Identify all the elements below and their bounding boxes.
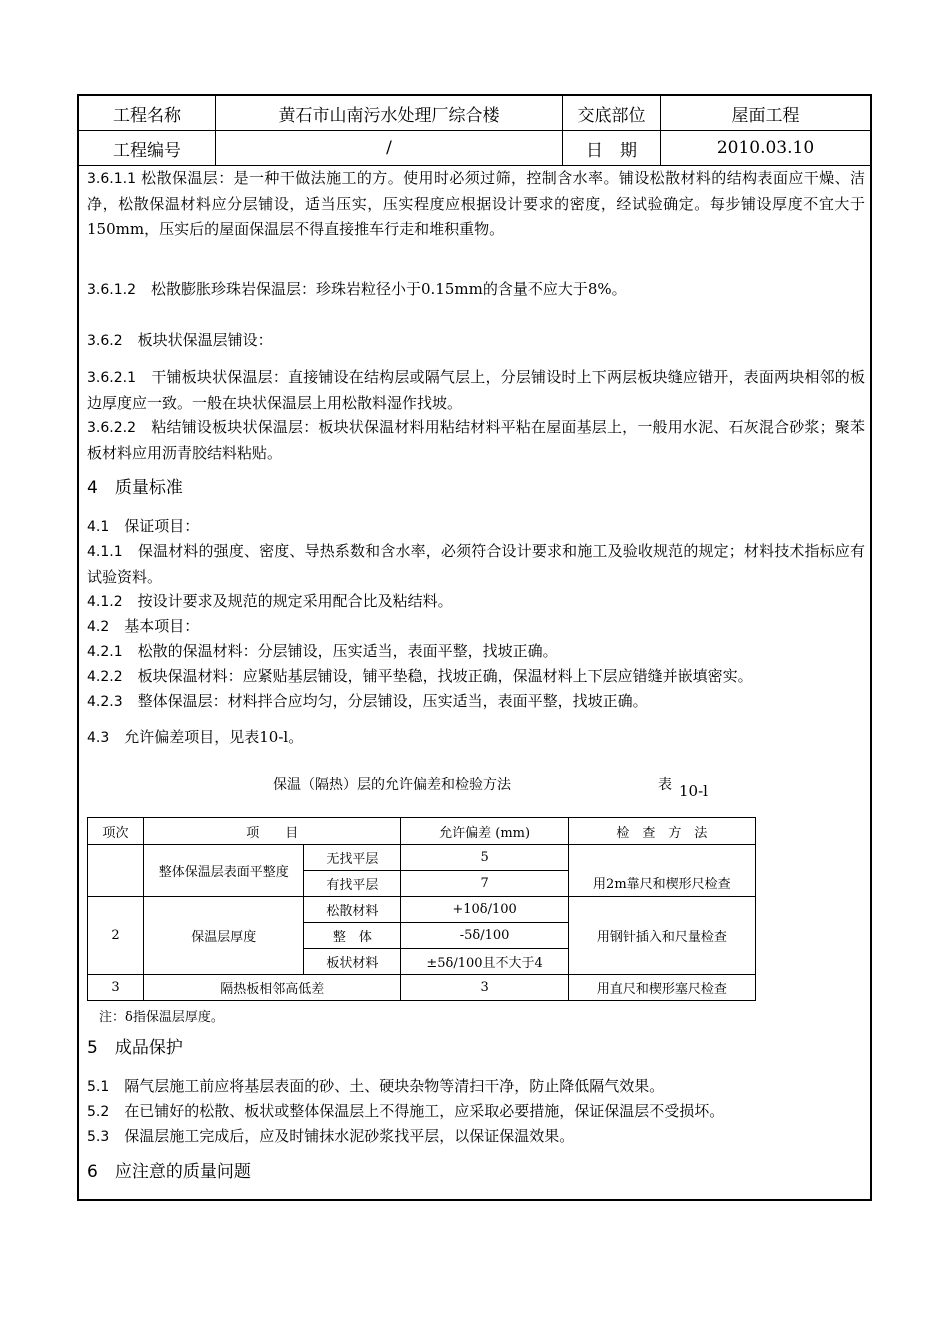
table-row [88,845,756,871]
col-header-item: 项 目 [144,818,401,845]
row-2c-sub: 板状材料 [304,949,401,975]
para-4-2 [87,614,865,640]
para-4-2-2 [87,664,865,690]
para-3-6-1-1 [87,166,865,242]
row-1b-deviation: 7 [401,871,568,897]
para-text: 隔气层施工前应将基层表面的砂、土、硬块杂物等清扫干净，防止降低隔气效果。 [109,1077,665,1095]
row-2-no: 2 [88,897,144,975]
para-text: 按设计要求及规范的规定采用配合比及粘结料。 [122,592,453,610]
para-4-1-2 [87,589,865,615]
para-4-1 [87,514,865,540]
para-number: 4.2.1 [87,644,123,660]
header-row-1 [79,96,870,131]
row-3-method: 用直尺和楔形塞尺检查 [568,975,755,1001]
para-number: 5.1 [87,1079,110,1095]
col-header-no: 项次 [88,818,144,845]
row-3-item: 隔热板相邻高低差 [144,975,401,1001]
row-2-method: 用钢针插入和尺量检查 [568,897,755,975]
table-header-row [88,818,756,845]
row-1-no [88,845,144,897]
project-no-label: 工程编号 [79,131,216,166]
table-note: 注：δ指保温层厚度。 [99,1010,224,1025]
row-2c-deviation: ±5δ/100且不大于4 [401,949,568,975]
row-3-deviation: 3 [401,975,568,1001]
project-name-label: 工程名称 [79,96,216,131]
para-3-6-2-1 [87,365,865,416]
para-number: 3.6.1.1 [87,171,136,187]
para-text: 干铺板块状保温层：直接铺设在结构层或隔气层上，分层铺设时上下两层板块缝应错开，表面两块相邻的板边厚度应一致。一般在块状保温层上用松散料湿作找坡。 [87,368,865,412]
para-4-2-3 [87,689,865,715]
header-table [79,96,870,166]
section-6-heading: 6 应注意的质量问题 [87,1162,251,1182]
para-number: 4.2.3 [87,694,123,710]
para-text: 板块状保温层铺设： [122,331,273,349]
para-4-2-1 [87,639,865,665]
para-3-6-2-2 [87,415,865,466]
handover-part-value: 屋面工程 [661,96,871,131]
para-text: 松散的保温材料：分层铺设，压实适当，表面平整，找坡正确。 [122,642,558,660]
para-text: 允许偏差项目，见表10-l。 [109,728,304,746]
table-caption: 保温（隔热）层的允许偏差和检验方法 [273,777,511,793]
row-2a-sub: 松散材料 [304,897,401,923]
para-number: 4.2 [87,619,110,635]
para-5-1 [87,1074,865,1100]
section-4-heading: 4 质量标准 [87,478,183,498]
para-number: 3.6.2.1 [87,370,136,386]
para-number: 5.2 [87,1104,110,1120]
col-header-method: 检 查 方 法 [568,818,755,845]
col-header-deviation: 允许偏差 (mm) [401,818,568,845]
row-2a-deviation: +10δ/100 [401,897,568,923]
row-1b-sub: 有找平层 [304,871,401,897]
document-frame [77,94,872,1201]
para-text: 保温材料的强度、密度、导热系数和含水率，必须符合设计要求和施工及验收规范的规定；材料技术指标应有试验资料。 [87,542,865,586]
row-2b-deviation: -5δ/100 [401,923,568,949]
para-3-6-1-2 [87,277,865,303]
header-row-2 [79,131,870,166]
row-2-item: 保温层厚度 [144,897,304,975]
row-1-item: 整体保温层表面平整度 [144,845,304,897]
section-5-heading: 5 成品保护 [87,1038,183,1058]
para-text: 粘结铺设板块状保温层：板块状保温材料用粘结材料平粘在屋面基层上，一般用水泥、石灰混合砂浆；聚苯板材料应用沥青胶结料粘贴。 [87,418,865,462]
para-4-1-1 [87,539,865,590]
para-3-6-2 [87,328,865,354]
para-number: 3.6.2.2 [87,420,136,436]
para-text: 保证项目： [109,517,200,535]
para-text: 基本项目： [109,617,200,635]
para-text: 松散保温层：是一种干做法施工的方。使用时必须过筛，控制含水率。铺设松散材料的结构表面应干燥、洁净，松散保温材料应分层铺设，适当压实，压实程度应根据设计要求的密度，经试验确定。每步铺设厚度不宜大于150mm，压实后的屋面保温层不得直接推车行走和堆积重物。 [87,169,865,238]
table-row [88,897,756,923]
para-5-2 [87,1099,865,1125]
para-4-3 [87,725,865,751]
para-number: 4.3 [87,730,110,746]
date-label: 日 期 [563,131,661,166]
para-number: 3.6.1.2 [87,282,136,298]
deviation-table [87,817,756,1001]
para-text: 保温层施工完成后，应及时铺抹水泥砂浆找平层，以保证保温效果。 [109,1127,575,1145]
date-value: 2010.03.10 [661,131,871,166]
project-no-value: / [216,131,563,166]
table-number: 10-l [679,782,708,800]
table-row [88,975,756,1001]
para-number: 4.1.1 [87,544,123,560]
para-text: 在已铺好的松散、板状或整体保温层上不得施工，应采取必要措施，保证保温层不受损坏。 [109,1102,725,1120]
row-1a-sub: 无找平层 [304,845,401,871]
row-1-method: 用2m靠尺和楔形尺检查 [568,845,755,897]
para-number: 3.6.2 [87,333,123,349]
para-number: 4.1 [87,519,110,535]
para-text: 整体保温层：材料拌合应均匀，分层铺设，压实适当，表面平整，找坡正确。 [122,692,648,710]
para-text: 松散膨胀珍珠岩保温层：珍珠岩粒径小于0.15mm的含量不应大于8%。 [135,280,627,298]
project-name-value: 黄石市山南污水处理厂综合楼 [216,96,563,131]
row-2b-sub: 整 体 [304,923,401,949]
para-number: 5.3 [87,1129,110,1145]
table-number-label: 表 [658,777,672,793]
row-1a-deviation: 5 [401,845,568,871]
para-number: 4.1.2 [87,594,123,610]
row-3-no: 3 [88,975,144,1001]
handover-part-label: 交底部位 [563,96,661,131]
para-5-3 [87,1124,865,1150]
para-number: 4.2.2 [87,669,123,685]
para-text: 板块保温材料：应紧贴基层铺设，铺平垫稳，找坡正确，保温材料上下层应错缝并嵌填密实。 [122,667,753,685]
